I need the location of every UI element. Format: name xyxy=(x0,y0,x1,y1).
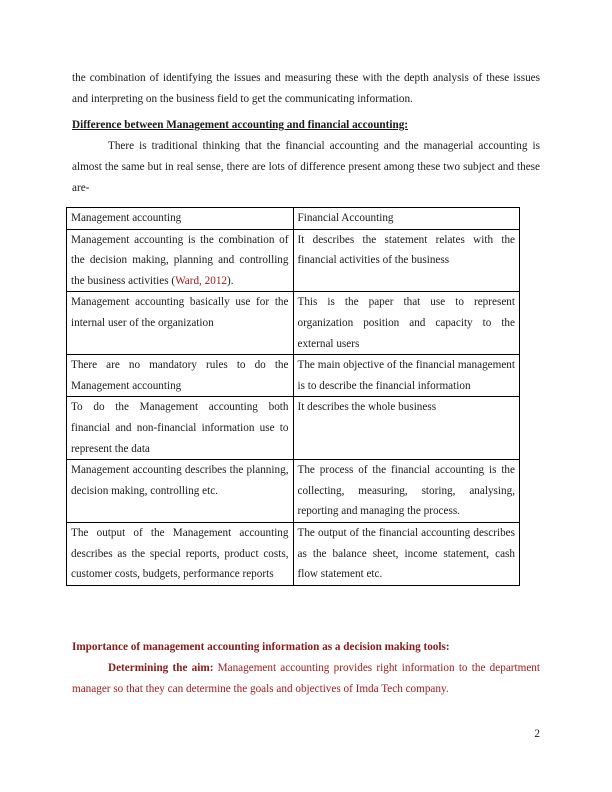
importance-heading: Importance of management accounting information as a decision making tools: xyxy=(72,641,450,653)
table-row xyxy=(67,397,520,460)
table-cell-right: This is the paper that use to represent organization position and capacity to the external users xyxy=(293,292,520,355)
table-row xyxy=(67,355,520,397)
aim-text: Management accounting provides right information to the department manager so that they can determine the goals and objectives of Imda Tech company. xyxy=(72,662,540,695)
intro-paragraph: the combination of identifying the issues and measuring these with the depth analysis of these issues and interpreting on the business field to get the communicating information. xyxy=(72,72,540,105)
header-financial-accounting: Financial Accounting xyxy=(293,208,520,230)
table-row xyxy=(67,460,520,523)
section-heading: Difference between Management accounting and financial accounting: xyxy=(72,119,409,131)
table-header-row xyxy=(67,208,520,230)
section-paragraph: There is traditional thinking that the financial accounting and the managerial accounting is almost the same but in real sense, there are lots of difference present among these two subject and these are- xyxy=(72,140,540,194)
table-cell-left: Management accounting basically use for the internal user of the organization xyxy=(67,292,294,355)
table-row xyxy=(67,229,520,292)
table-cell-left: The output of the Management accounting describes as the special reports, product costs, customer costs, budgets, performance reports xyxy=(67,522,294,585)
table-cell-right: The process of the financial accounting is the collecting, measuring, storing, analysing, reporting and managing the process. xyxy=(293,460,520,523)
page-number: 2 xyxy=(534,728,540,740)
table-row xyxy=(67,522,520,585)
cell-text-end: ). xyxy=(227,274,234,287)
table-cell-left: Management accounting describes the planning, decision making, controlling etc. xyxy=(67,460,294,523)
cell-text: Management accounting is the combination of the decision making, planning and controlling the business activities ( xyxy=(71,233,289,287)
aim-paragraph xyxy=(72,658,540,700)
table-cell-right: It describes the whole business xyxy=(293,397,520,460)
table-cell-left: To do the Management accounting both financial and non-financial information use to represent the data xyxy=(67,397,294,460)
citation: Ward, 2012 xyxy=(175,274,228,287)
table-cell-left: There are no mandatory rules to do the Management accounting xyxy=(67,355,294,397)
table-cell-right: It describes the statement relates with the financial activities of the business xyxy=(293,229,520,292)
table-cell-right: The main objective of the financial management is to describe the financial information xyxy=(293,355,520,397)
table-cell-left xyxy=(67,229,294,292)
aim-label: Determining the aim: xyxy=(108,662,214,674)
comparison-table xyxy=(66,207,520,586)
table-row xyxy=(67,292,520,355)
header-management-accounting: Management accounting xyxy=(67,208,294,230)
table-cell-right: The output of the financial accounting describes as the balance sheet, income statement, cash flow statement etc. xyxy=(293,522,520,585)
